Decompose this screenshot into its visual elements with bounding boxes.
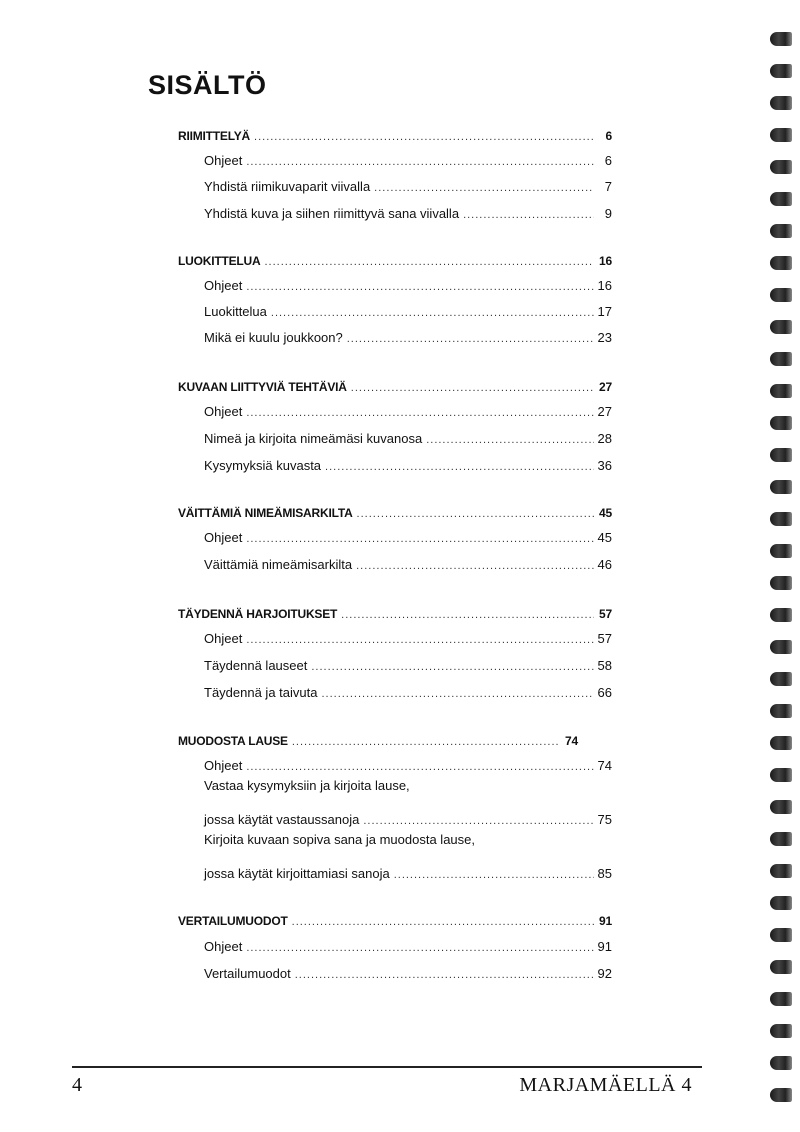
- toc-entry[interactable]: [204, 323, 612, 345]
- toc-entry[interactable]: [204, 297, 612, 319]
- toc-entry-line[interactable]: [204, 778, 612, 800]
- toc-page-number: 58: [597, 658, 612, 673]
- toc-entry[interactable]: [204, 424, 612, 446]
- spiral-ring: [770, 192, 792, 206]
- toc-page-number: 66: [597, 685, 612, 700]
- spiral-ring: [770, 960, 792, 974]
- page-title: SISÄLTÖ: [148, 70, 267, 100]
- toc-page-number: 85: [597, 866, 612, 881]
- toc-heading[interactable]: [178, 726, 578, 748]
- toc-entry[interactable]: [204, 651, 612, 673]
- leader-dots: [254, 131, 594, 143]
- toc-entry-label: Väittämiä nimeämisarkilta: [204, 557, 353, 572]
- spiral-ring: [770, 352, 792, 366]
- toc-page-number: 75: [597, 812, 612, 827]
- toc-page-number: 6: [605, 129, 612, 143]
- toc-entry-label: Täydennä ja taivuta: [204, 685, 318, 700]
- toc-page-number: 45: [597, 530, 612, 545]
- leader-dots: [321, 688, 593, 700]
- leader-dots: [394, 869, 594, 881]
- toc-page-number: 6: [604, 153, 612, 168]
- spiral-ring: [770, 832, 792, 846]
- toc-page-number: 91: [597, 939, 612, 954]
- toc-entry-label: Ohjeet: [204, 530, 243, 545]
- toc-entry-label: Nimeä ja kirjoita nimeämäsi kuvanosa: [204, 431, 423, 446]
- spiral-ring: [770, 736, 792, 750]
- toc-page-number: 27: [599, 380, 612, 394]
- spiral-ring: [770, 64, 792, 78]
- leader-dots: [292, 916, 594, 928]
- spiral-ring: [770, 704, 792, 718]
- toc-entry[interactable]: [204, 523, 612, 545]
- toc-page-number: 16: [597, 278, 612, 293]
- toc-entry-label: Ohjeet: [204, 631, 243, 646]
- toc-page-number: 16: [599, 254, 612, 268]
- leader-dots: [311, 661, 593, 673]
- toc-heading[interactable]: [178, 121, 612, 143]
- toc-entry[interactable]: [204, 751, 612, 773]
- leader-dots: [246, 634, 593, 646]
- toc-entry[interactable]: [204, 172, 612, 194]
- toc-entry-label: Ohjeet: [204, 404, 243, 419]
- toc-entry-label: Luokittelua: [204, 304, 267, 319]
- toc-entry-label: jossa käytät kirjoittamiasi sanoja: [204, 866, 390, 881]
- spiral-ring: [770, 384, 792, 398]
- toc-entry[interactable]: [204, 451, 612, 473]
- toc-entry-label: Yhdistä kuva ja siihen riimittyvä sana viivalla: [204, 206, 460, 221]
- toc-page-number: 7: [604, 179, 612, 194]
- leader-dots: [363, 815, 593, 827]
- toc-entry[interactable]: [204, 271, 612, 293]
- toc-page-number: 9: [604, 206, 612, 221]
- leader-dots: [426, 434, 593, 446]
- spiral-ring: [770, 1088, 792, 1102]
- spiral-ring: [770, 128, 792, 142]
- leader-dots: [246, 281, 593, 293]
- toc-entry-label: Yhdistä riimikuvaparit viivalla: [204, 179, 371, 194]
- toc-heading-label: RIIMITTELYÄ: [178, 129, 251, 143]
- spiral-ring: [770, 800, 792, 814]
- leader-dots: [357, 508, 594, 520]
- leader-dots: [351, 382, 594, 394]
- spiral-ring: [770, 256, 792, 270]
- spiral-ring: [770, 320, 792, 334]
- toc-heading-label: VERTAILUMUODOT: [178, 914, 288, 928]
- toc-page-number: 46: [597, 557, 612, 572]
- spiral-ring: [770, 160, 792, 174]
- leader-dots: [246, 761, 593, 773]
- footer-divider: [72, 1066, 702, 1068]
- spiral-ring: [770, 864, 792, 878]
- toc-entry-label: Täydennä lauseet: [204, 658, 308, 673]
- leader-dots: [295, 969, 594, 981]
- toc-heading-label: MUODOSTA LAUSE: [178, 734, 288, 748]
- spiral-ring: [770, 672, 792, 686]
- toc-entry-label: Ohjeet: [204, 153, 243, 168]
- toc-heading[interactable]: [178, 599, 612, 621]
- spiral-ring: [770, 96, 792, 110]
- spiral-ring: [770, 480, 792, 494]
- leader-dots: [463, 209, 594, 221]
- toc-entry-line[interactable]: [204, 832, 612, 854]
- leader-dots: [374, 182, 594, 194]
- toc-heading-label: VÄITTÄMIÄ NIMEÄMISARKILTA: [178, 506, 353, 520]
- toc-entry-label: Ohjeet: [204, 939, 243, 954]
- toc-heading-label: TÄYDENNÄ HARJOITUKSET: [178, 607, 338, 621]
- toc-entry[interactable]: [204, 678, 612, 700]
- leader-dots: [264, 256, 594, 268]
- toc-entry[interactable]: [204, 624, 612, 646]
- toc-heading[interactable]: [178, 906, 612, 928]
- spiral-ring: [770, 768, 792, 782]
- leader-dots: [356, 560, 593, 572]
- toc-entry[interactable]: [204, 805, 612, 827]
- toc-entry-label: Kirjoita kuvaan sopiva sana ja muodosta lause,: [204, 832, 475, 847]
- leader-dots: [292, 736, 560, 748]
- toc-heading[interactable]: [178, 246, 612, 268]
- spiral-ring: [770, 512, 792, 526]
- leader-dots: [246, 407, 593, 419]
- toc-entry-label: jossa käytät vastaussanoja: [204, 812, 360, 827]
- toc-heading-label: KUVAAN LIITTYVIÄ TEHTÄVIÄ: [178, 380, 347, 394]
- spiral-ring: [770, 544, 792, 558]
- spiral-ring: [770, 288, 792, 302]
- leader-dots: [246, 942, 593, 954]
- toc-page-number: 57: [599, 607, 612, 621]
- toc-entry-label: Kysymyksiä kuvasta: [204, 458, 322, 473]
- toc-page-number: 91: [599, 914, 612, 928]
- toc-page-number: 92: [597, 966, 612, 981]
- toc-entry-label: Vastaa kysymyksiin ja kirjoita lause,: [204, 778, 410, 793]
- spiral-ring: [770, 928, 792, 942]
- leader-dots: [246, 533, 593, 545]
- spiral-binding: [766, 20, 796, 1120]
- toc-heading[interactable]: [178, 498, 612, 520]
- toc-entry[interactable]: [204, 959, 612, 981]
- toc-entry[interactable]: [204, 146, 612, 168]
- toc-page-number: 74: [597, 758, 612, 773]
- toc-entry-label: Ohjeet: [204, 278, 243, 293]
- toc-entry[interactable]: [204, 199, 612, 221]
- spiral-ring: [770, 608, 792, 622]
- spiral-ring: [770, 1056, 792, 1070]
- toc-page-number: 23: [597, 330, 612, 345]
- toc-page-number: 57: [597, 631, 612, 646]
- leader-dots: [246, 156, 594, 168]
- spiral-ring: [770, 224, 792, 238]
- toc-heading-label: LUOKITTELUA: [178, 254, 261, 268]
- spiral-ring: [770, 1024, 792, 1038]
- spiral-ring: [770, 416, 792, 430]
- leader-dots: [341, 609, 594, 621]
- toc-entry[interactable]: [204, 397, 612, 419]
- spiral-ring: [770, 896, 792, 910]
- toc-page-number: 74: [565, 734, 578, 748]
- toc-page-number: 36: [597, 458, 612, 473]
- leader-dots: [325, 461, 593, 473]
- toc-page-number: 27: [597, 404, 612, 419]
- toc-entry-label: Vertailumuodot: [204, 966, 291, 981]
- spiral-ring: [770, 640, 792, 654]
- spiral-ring: [770, 992, 792, 1006]
- toc-heading[interactable]: [178, 372, 612, 394]
- toc-entry[interactable]: [204, 932, 612, 954]
- toc-page-number: 17: [597, 304, 612, 319]
- toc-page-number: 28: [597, 431, 612, 446]
- leader-dots: [271, 307, 594, 319]
- footer-book-title: MARJAMÄELLÄ 4: [519, 1074, 692, 1096]
- footer-page-number: 4: [72, 1074, 82, 1096]
- leader-dots: [347, 333, 594, 345]
- spiral-ring: [770, 576, 792, 590]
- toc-entry-label: Ohjeet: [204, 758, 243, 773]
- spiral-ring: [770, 32, 792, 46]
- toc-entry-label: Mikä ei kuulu joukkoon?: [204, 330, 343, 345]
- spiral-ring: [770, 448, 792, 462]
- toc-page-number: 45: [599, 506, 612, 520]
- toc-entry[interactable]: [204, 550, 612, 572]
- toc-entry[interactable]: [204, 859, 612, 881]
